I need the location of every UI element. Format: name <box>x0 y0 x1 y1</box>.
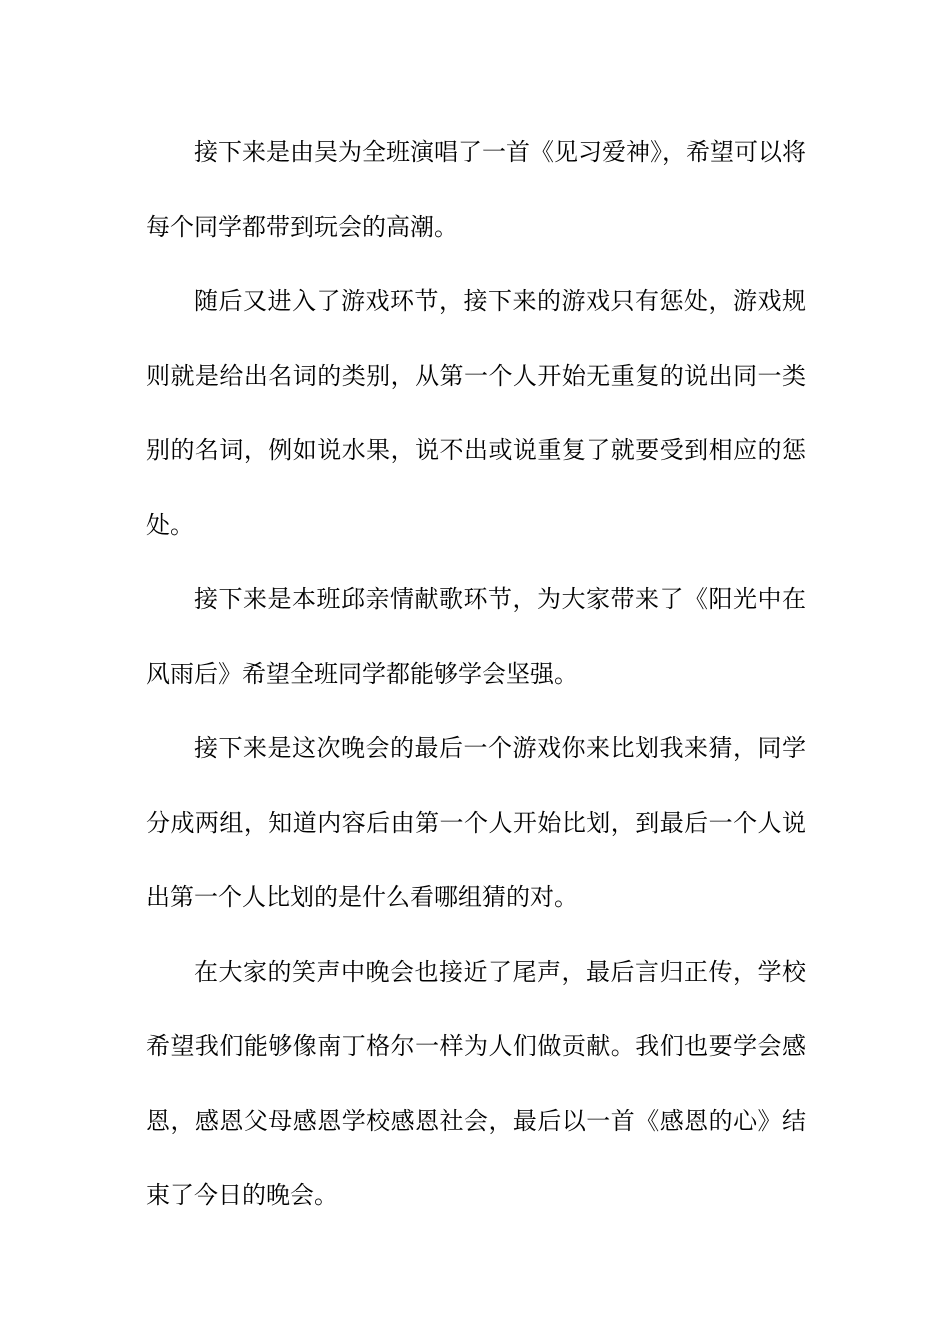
paragraph-game-rules: 随后又进入了游戏环节，接下来的游戏只有惩处，游戏规则就是给出名词的类别，从第一个人开始无重复的说出同一类别的名词，例如说水果，说不出或说重复了就要受到相应的惩处。 <box>146 287 806 539</box>
document-body <box>146 115 806 1233</box>
paragraph-charades-game: 接下来是这次晚会的最后一个游戏你来比划我来猜，同学分成两组，知道内容后由第一个人开始比划，到最后一个人说出第一个人比划的是什么看哪组猜的对。 <box>146 734 806 911</box>
paragraph-closing: 在大家的笑声中晚会也接近了尾声，最后言归正传，学校希望我们能够像南丁格尔一样为人们做贡献。我们也要学会感恩，感恩父母感恩学校感恩社会，最后以一首《感恩的心》结束了今日的晚会。 <box>146 957 806 1209</box>
paragraph-singing-performance: 接下来是由吴为全班演唱了一首《见习爱神》，希望可以将每个同学都带到玩会的高潮。 <box>146 138 806 241</box>
paragraph-song-dedication: 接下来是本班邱亲情献歌环节，为大家带来了《阳光中在风雨后》希望全班同学都能够学会坚强。 <box>146 585 806 688</box>
